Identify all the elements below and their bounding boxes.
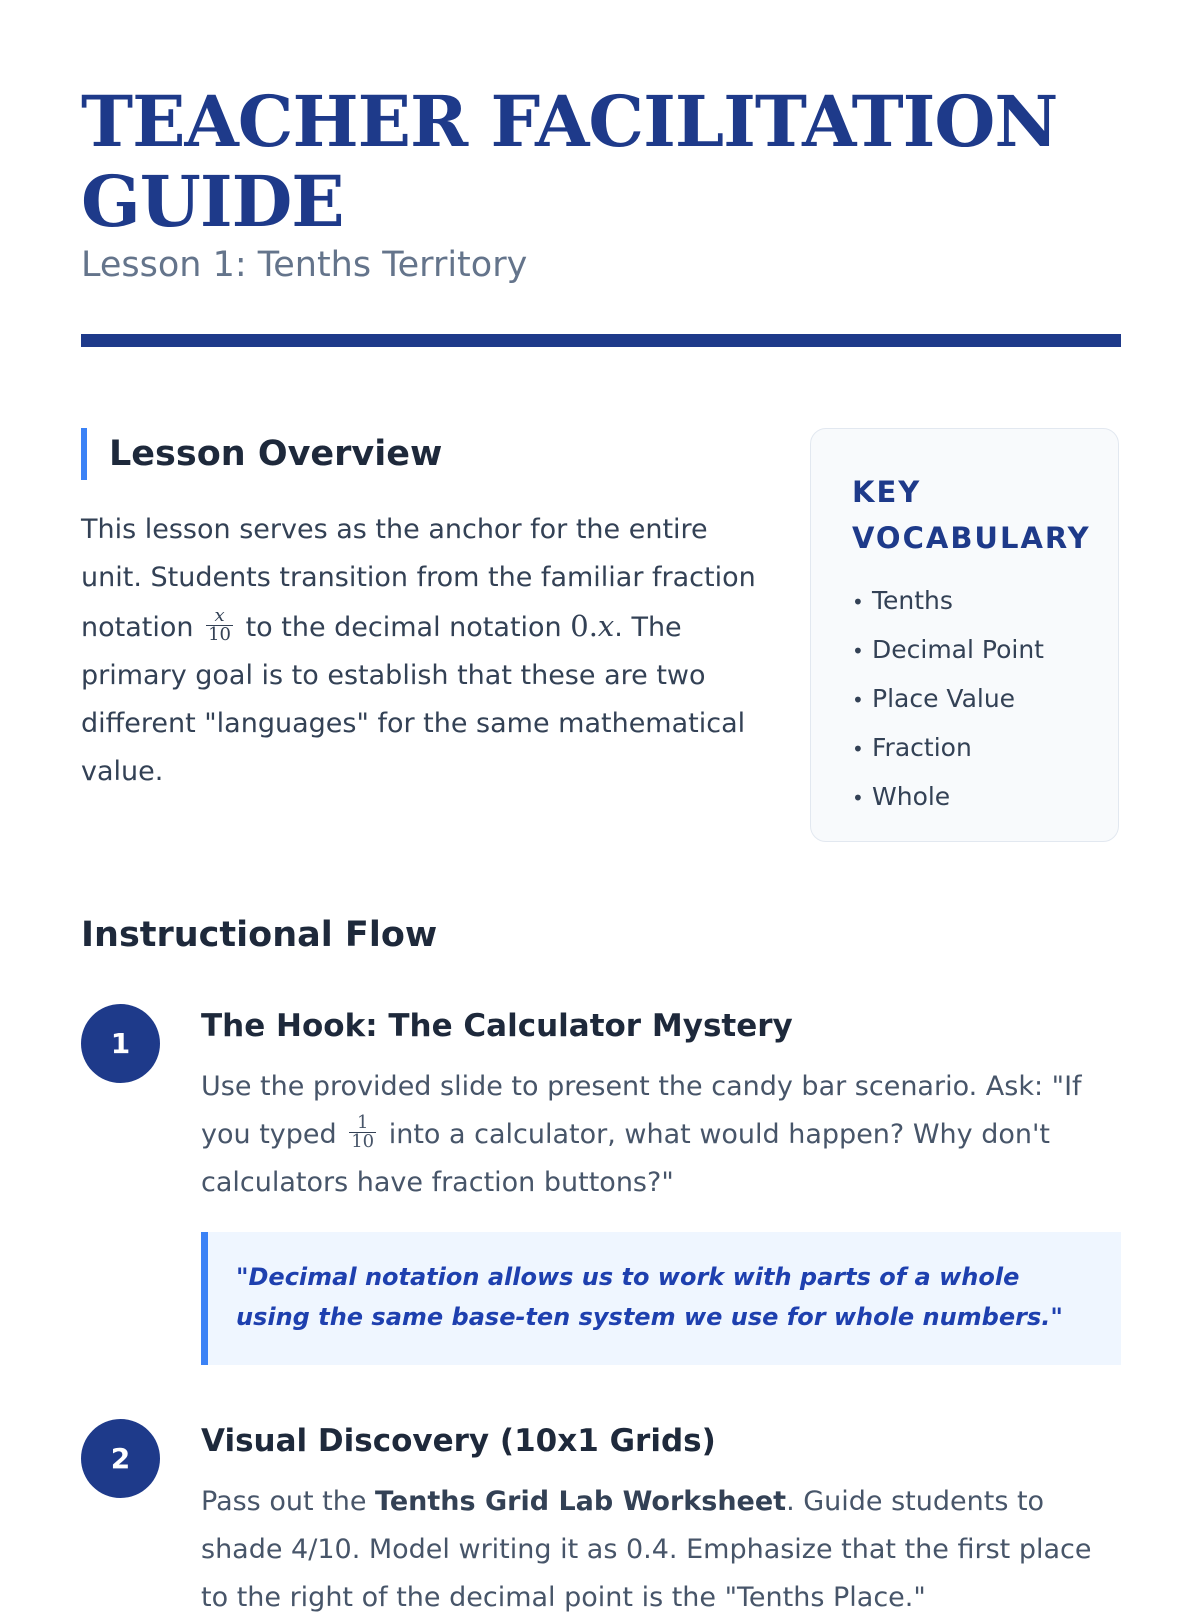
worksheet-name: Tenths Grid Lab Worksheet: [375, 1486, 787, 1517]
fraction-numerator: x: [206, 607, 233, 626]
decimal-notation: [570, 609, 614, 643]
vocabulary-term: Tenths: [872, 586, 953, 615]
step-description: [201, 1478, 1121, 1622]
bullet-icon: •: [852, 639, 864, 663]
step-text-part-1: Use the provided slide to present the candy bar scenario. Ask: "If you typed: [201, 1071, 1082, 1150]
document-title: TEACHER FACILITATION GUIDE: [81, 80, 1058, 243]
vocabulary-item: [852, 577, 1044, 626]
fraction-denominator: 10: [208, 624, 231, 645]
step-title: The Hook: The Calculator Mystery: [201, 1008, 793, 1044]
bullet-icon: •: [852, 786, 864, 810]
vocabulary-item: [852, 724, 1044, 773]
step-title: Visual Discovery (10x1 Grids): [201, 1423, 716, 1459]
vocabulary-item: [852, 675, 1044, 724]
fraction-denominator: 10: [351, 1131, 375, 1152]
step-text-part-2: . Guide students to shade 4/10. Model writing it as 0.4. Emphasize that the first place to the right of the decimal point is the "Tenths Place.": [201, 1486, 1092, 1613]
step-text-part-2: into a calculator, what would happen? Why don't calculators have fraction buttons?": [201, 1119, 1050, 1198]
bullet-icon: •: [852, 590, 864, 614]
vocabulary-item: [852, 773, 1044, 822]
title-divider: [81, 334, 1121, 347]
overview-text-part-3: . The primary goal is to establish that these are two different "languages" for the same mathematical value.: [81, 612, 746, 787]
vocabulary-term: Fraction: [872, 733, 972, 762]
key-concept-callout: "Decimal notation allows us to work with parts of a whole using the same base-ten system we use for whole numbers.": [201, 1232, 1121, 1365]
overview-text-part-2: to the decimal notation: [236, 612, 571, 643]
key-vocabulary-card: [810, 428, 1119, 842]
vocabulary-term: Whole: [872, 782, 951, 811]
decimal-whole: 0.: [570, 609, 598, 643]
overview-text-part-1: This lesson serves as the anchor for the entire unit. Students transition from the familiar fraction notation: [81, 514, 756, 643]
fraction-numerator: 1: [349, 1114, 376, 1133]
step-number-badge: 2: [81, 1419, 160, 1498]
fraction-1-over-10: [349, 1114, 376, 1151]
document-subtitle: Lesson 1: Tenths Territory: [81, 245, 528, 285]
fraction-x-over-10: [206, 607, 233, 644]
bullet-icon: •: [852, 688, 864, 712]
key-vocabulary-title: KEY VOCABULARY: [852, 475, 1091, 555]
lesson-overview-heading: Lesson Overview: [81, 428, 442, 480]
vocabulary-list: [852, 577, 1044, 822]
vocabulary-term: Place Value: [872, 684, 1016, 713]
bullet-icon: •: [852, 737, 864, 761]
instructional-flow-heading: Instructional Flow: [81, 915, 438, 955]
step-number-badge: 1: [81, 1004, 160, 1083]
step-description: [201, 1063, 1121, 1207]
vocabulary-item: [852, 626, 1044, 675]
decimal-variable: x: [597, 609, 615, 643]
vocabulary-term: Decimal Point: [872, 635, 1044, 664]
step-text-part-1: Pass out the: [201, 1486, 376, 1517]
lesson-overview-text: [81, 506, 761, 796]
